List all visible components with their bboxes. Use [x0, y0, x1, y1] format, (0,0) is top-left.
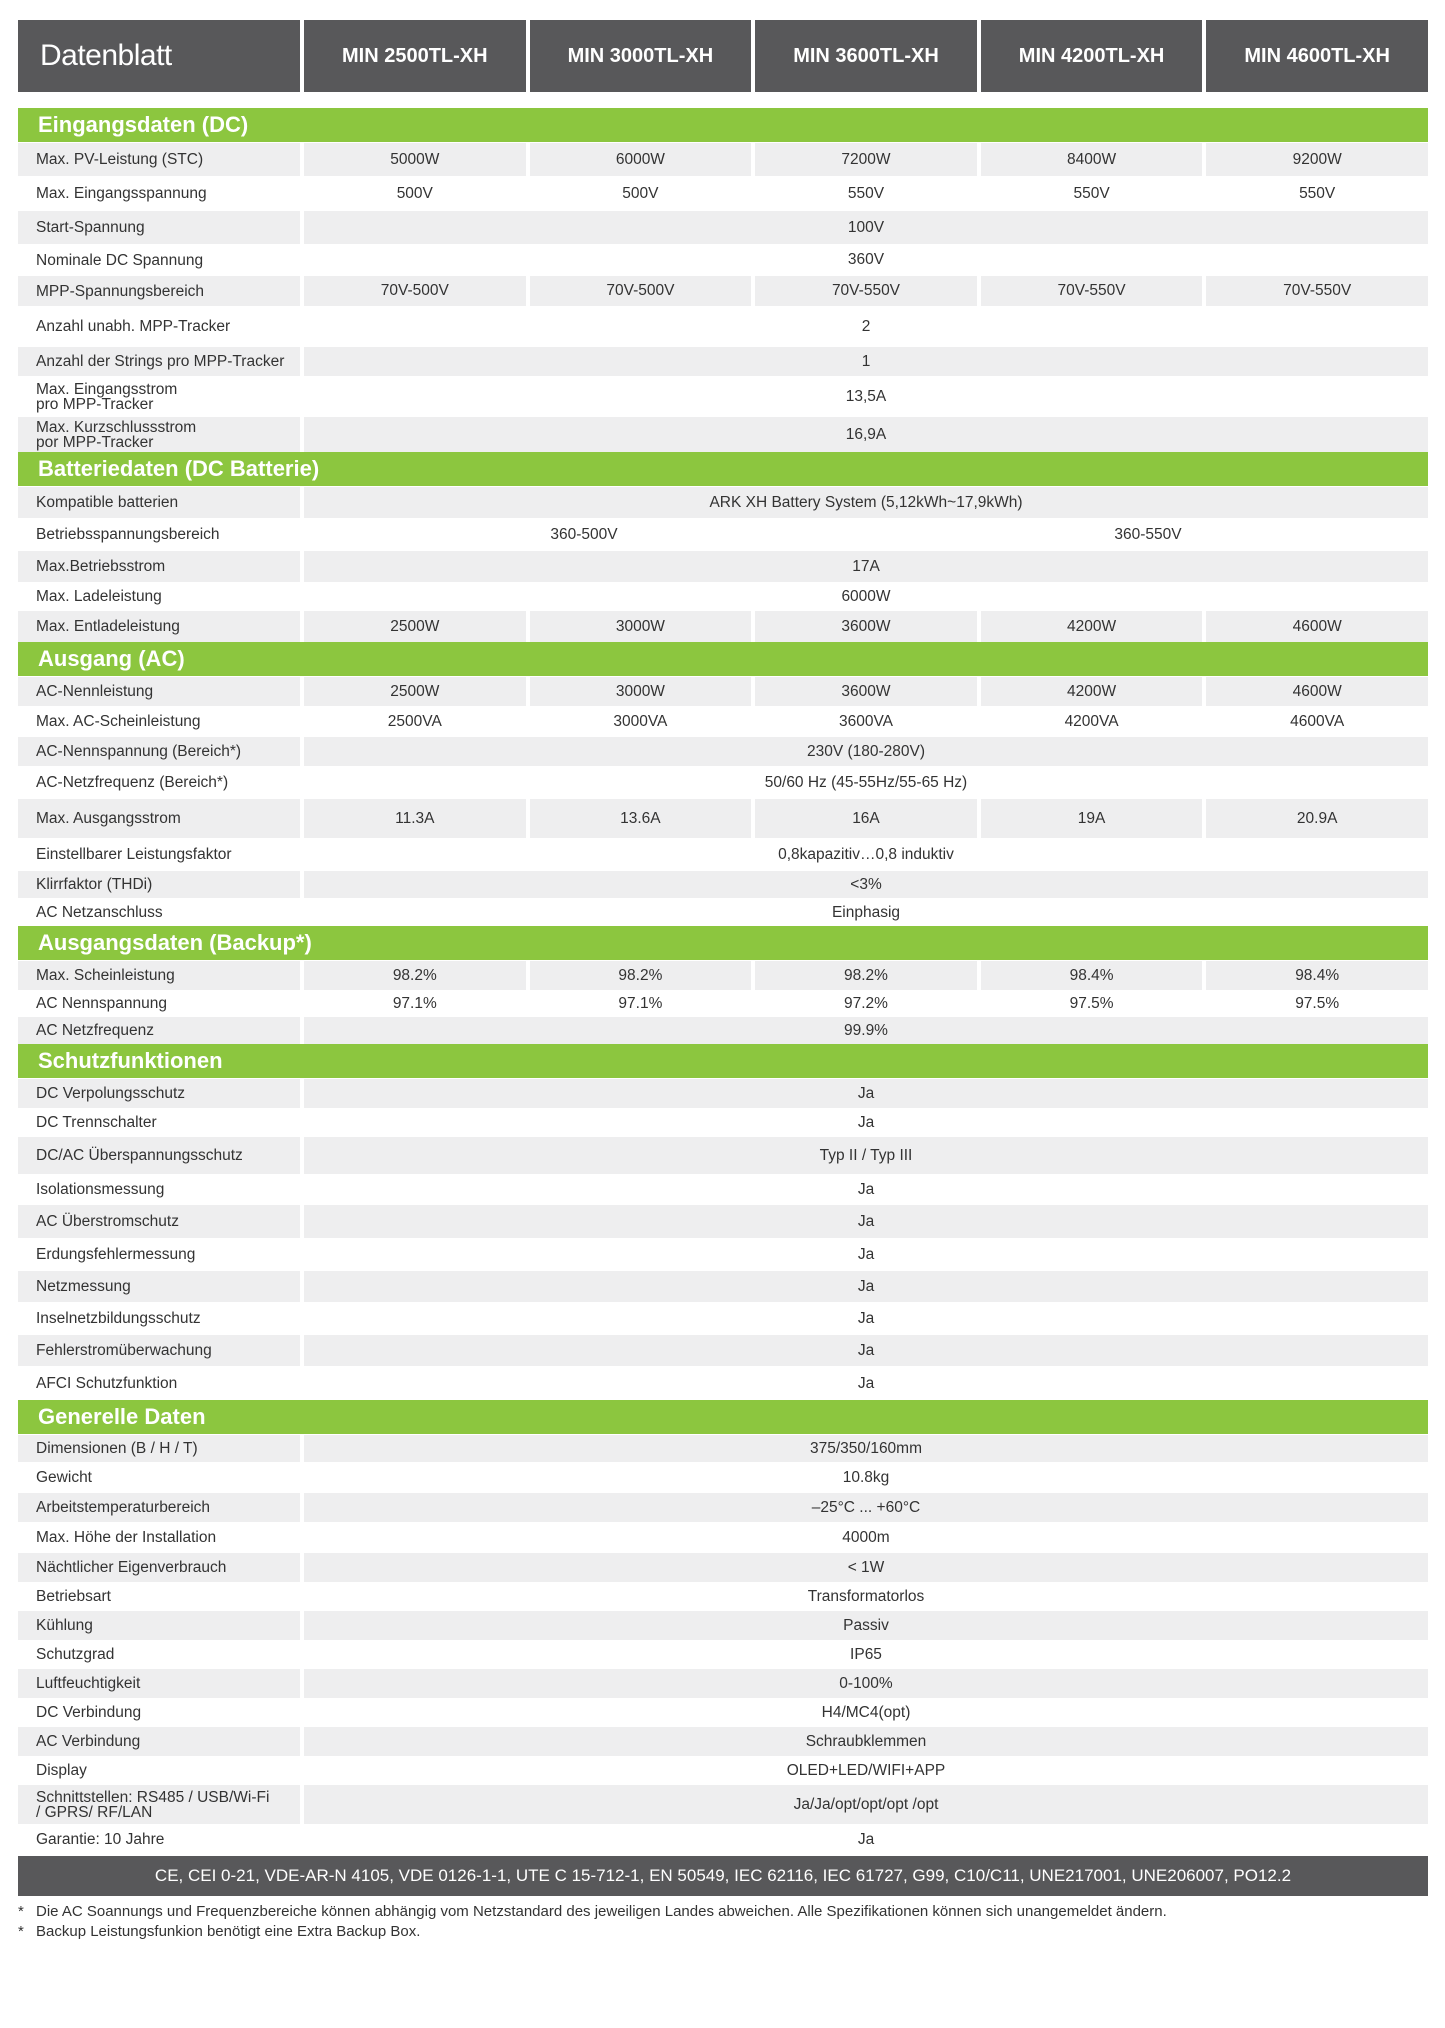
row-values: [300, 991, 1428, 1016]
row-values: [300, 1611, 1428, 1640]
value-cell: 97.5%: [1202, 991, 1428, 1016]
value-cell: 3000W: [526, 677, 752, 706]
table-row: [18, 582, 1428, 610]
row-label: Einstellbarer Leistungsfaktor: [36, 846, 232, 863]
row-values: [300, 347, 1428, 376]
table-row: [18, 706, 1428, 736]
value-cell: 70V-500V: [526, 276, 752, 306]
table-row: [18, 1784, 1428, 1824]
model-header-2: MIN 3000TL-XH: [526, 20, 752, 92]
table-row: [18, 306, 1428, 346]
table-row: [18, 1756, 1428, 1784]
table-row: [18, 1462, 1428, 1492]
row-values: [300, 1271, 1428, 1302]
row-label: AC Verbindung: [36, 1733, 141, 1750]
row-values: [300, 899, 1428, 926]
value-cell: 16A: [751, 799, 977, 838]
value-cell: 19A: [977, 799, 1203, 838]
row-values: [300, 1583, 1428, 1610]
value-cell: Ja: [300, 1079, 1428, 1108]
section-header: Eingangsdaten (DC): [18, 108, 1428, 142]
footnote: * Backup Leistungsfunkion benötigt eine Extra Backup Box.: [18, 1923, 421, 1940]
value-cell: 375/350/160mm: [300, 1435, 1428, 1462]
value-cell: 500V: [300, 177, 526, 210]
row-values: [300, 1017, 1428, 1044]
row-values: [300, 767, 1428, 798]
value-cell: 2500W: [300, 677, 526, 706]
row-label: DC/AC Überspannungsschutz: [36, 1147, 243, 1164]
row-values: [300, 1825, 1428, 1854]
value-cell: 13.6A: [526, 799, 752, 838]
row-label: Start-Spannung: [36, 219, 145, 236]
row-values: [300, 1175, 1428, 1204]
row-label: DC Verbindung: [36, 1704, 142, 1721]
value-cell: 550V: [751, 177, 977, 210]
row-values: [300, 1137, 1428, 1174]
row-label: AC Überstromschutz: [36, 1213, 179, 1230]
value-cell: 10.8kg: [300, 1463, 1428, 1492]
section-header: Schutzfunktionen: [18, 1044, 1428, 1078]
value-cell: 4000m: [300, 1523, 1428, 1552]
datasheet: [18, 20, 1428, 1942]
value-cell: Transformatorlos: [300, 1583, 1428, 1610]
row-label: Nächtlicher Eigenverbrauch: [36, 1559, 227, 1576]
row-values: [300, 1785, 1428, 1824]
row-values: [300, 487, 1428, 518]
row-values: [300, 1435, 1428, 1462]
value-cell: 2500W: [300, 611, 526, 642]
row-label: Betriebsspannungsbereich: [36, 526, 220, 543]
row-label: Luftfeuchtigkeit: [36, 1675, 141, 1692]
row-label: Garantie: 10 Jahre: [36, 1831, 165, 1848]
row-label: Max.Betriebsstrom: [36, 558, 166, 575]
table-row: [18, 1434, 1428, 1462]
table-row: [18, 376, 1428, 416]
value-cell: 360-550V: [864, 519, 1428, 550]
value-cell: 0-100%: [300, 1669, 1428, 1698]
row-label: Max. Höhe der Installation: [36, 1529, 217, 1546]
row-label: Max. Kurzschlussstrom por MPP-Tracker: [36, 418, 197, 451]
value-cell: 98.2%: [526, 961, 752, 990]
table-row: [18, 518, 1428, 550]
row-values: [300, 1699, 1428, 1726]
table-row: [18, 838, 1428, 870]
value-cell: 360-500V: [300, 519, 864, 550]
value-cell: 13,5A: [300, 377, 1428, 416]
value-cell: 2500VA: [300, 707, 526, 736]
row-label: Anzahl unabh. MPP-Tracker: [36, 318, 231, 335]
row-values: [300, 1109, 1428, 1136]
row-label: AFCI Schutzfunktion: [36, 1375, 178, 1392]
row-label: Inselnetzbildungsschutz: [36, 1310, 201, 1327]
table-row: [18, 1334, 1428, 1366]
row-label: Kompatible batterien: [36, 494, 179, 511]
footnotes: [18, 1902, 1428, 1942]
table-row: [18, 416, 1428, 452]
row-label: Anzahl der Strings pro MPP-Tracker: [36, 353, 285, 370]
model-header-3: MIN 3600TL-XH: [751, 20, 977, 92]
value-cell: –25°C ... +60°C: [300, 1493, 1428, 1522]
value-cell: Passiv: [300, 1611, 1428, 1640]
value-cell: 4600W: [1202, 611, 1428, 642]
page-title: Datenblatt: [18, 20, 300, 92]
table-row: [18, 960, 1428, 990]
value-cell: Ja: [300, 1335, 1428, 1366]
value-cell: Ja: [300, 1271, 1428, 1302]
value-cell: 1: [300, 347, 1428, 376]
section-header: Batteriedaten (DC Batterie): [18, 452, 1428, 486]
table-row: [18, 275, 1428, 306]
value-cell: 97.1%: [526, 991, 752, 1016]
row-label: Max. AC-Scheinleistung: [36, 713, 201, 730]
table-row: [18, 1522, 1428, 1552]
row-label: AC Netzanschluss: [36, 904, 163, 921]
section-header: Generelle Daten: [18, 1400, 1428, 1434]
value-cell: 98.2%: [751, 961, 977, 990]
row-values: [300, 143, 1428, 176]
value-cell: 70V-550V: [977, 276, 1203, 306]
table-row: [18, 176, 1428, 210]
value-cell: Schraubklemmen: [300, 1727, 1428, 1756]
row-values: [300, 1463, 1428, 1492]
value-cell: 4200W: [977, 611, 1203, 642]
row-label: AC-Nennleistung: [36, 683, 154, 700]
value-cell: 500V: [526, 177, 752, 210]
value-cell: 99.9%: [300, 1017, 1428, 1044]
row-label: Max. Scheinleistung: [36, 967, 175, 984]
row-label: Schutzgrad: [36, 1646, 115, 1663]
table-row: [18, 1610, 1428, 1640]
value-cell: 97.5%: [977, 991, 1203, 1016]
row-values: [300, 677, 1428, 706]
value-cell: 3000VA: [526, 707, 752, 736]
row-values: [300, 583, 1428, 610]
value-cell: Ja/Ja/opt/opt/opt /opt: [300, 1785, 1428, 1824]
value-cell: 3600W: [751, 677, 977, 706]
value-cell: 8400W: [977, 143, 1203, 176]
table-row: [18, 990, 1428, 1016]
row-values: [300, 871, 1428, 898]
value-cell: Ja: [300, 1109, 1428, 1136]
certifications-bar: CE, CEI 0-21, VDE-AR-N 4105, VDE 0126-1-1, UTE C 15-712-1, EN 50549, IEC 62116, IEC 61727, G99, C10/C11, UNE217001, UNE206007, PO12.2: [18, 1856, 1428, 1896]
table-row: [18, 1136, 1428, 1174]
row-label: AC Netzfrequenz: [36, 1022, 155, 1039]
table-row: [18, 610, 1428, 642]
row-values: [300, 1367, 1428, 1400]
value-cell: 50/60 Hz (45-55Hz/55-65 Hz): [300, 767, 1428, 798]
value-cell: 9200W: [1202, 143, 1428, 176]
table-row: [18, 736, 1428, 766]
row-values: [300, 1641, 1428, 1668]
section-header: Ausgang (AC): [18, 642, 1428, 676]
value-cell: Ja: [300, 1303, 1428, 1334]
row-label: Netzmessung: [36, 1278, 131, 1295]
model-header-4: MIN 4200TL-XH: [977, 20, 1203, 92]
row-label: Max. Eingangsstrom pro MPP-Tracker: [36, 380, 178, 413]
value-cell: 3600W: [751, 611, 977, 642]
value-cell: Ja: [300, 1239, 1428, 1270]
value-cell: Ja: [300, 1367, 1428, 1400]
table-row: [18, 1302, 1428, 1334]
row-label: Nominale DC Spannung: [36, 251, 204, 269]
table-row: [18, 1238, 1428, 1270]
row-label: Arbeitstemperaturbereich: [36, 1499, 211, 1516]
value-cell: 4600W: [1202, 677, 1428, 706]
value-cell: < 1W: [300, 1553, 1428, 1582]
value-cell: ARK XH Battery System (5,12kWh~17,9kWh): [300, 487, 1428, 518]
model-header-5: MIN 4600TL-XH: [1202, 20, 1428, 92]
value-cell: 3600VA: [751, 707, 977, 736]
row-values: [300, 1757, 1428, 1784]
value-cell: Einphasig: [300, 899, 1428, 926]
value-cell: 5000W: [300, 143, 526, 176]
row-label: Max. PV-Leistung (STC): [36, 151, 204, 168]
row-label: Klirrfaktor (THDi): [36, 876, 153, 893]
value-cell: Ja: [300, 1205, 1428, 1238]
row-label: Schnittstellen: RS485 / USB/Wi-Fi / GPRS/ RF/LAN: [36, 1788, 270, 1821]
table-row: [18, 766, 1428, 798]
table-row: [18, 1174, 1428, 1204]
table-row: [18, 346, 1428, 376]
row-label: DC Verpolungsschutz: [36, 1085, 186, 1102]
row-label: Max. Entladeleistung: [36, 618, 180, 635]
table-row: [18, 1668, 1428, 1698]
table-row: [18, 244, 1428, 275]
row-label: Dimensionen (B / H / T): [36, 1440, 198, 1457]
value-cell: 4200VA: [977, 707, 1203, 736]
value-cell: 6000W: [526, 143, 752, 176]
value-cell: 360V: [300, 245, 1428, 275]
row-values: [300, 551, 1428, 582]
value-cell: 97.2%: [751, 991, 977, 1016]
table-row: [18, 142, 1428, 176]
row-label: Betriebsart: [36, 1588, 111, 1605]
table-row: [18, 1108, 1428, 1136]
value-cell: 550V: [1202, 177, 1428, 210]
row-values: [300, 1239, 1428, 1270]
row-values: [300, 519, 1428, 550]
row-values: [300, 961, 1428, 990]
value-cell: 11.3A: [300, 799, 526, 838]
row-label: Isolationsmessung: [36, 1181, 165, 1198]
row-values: [300, 799, 1428, 838]
table-row: [18, 870, 1428, 898]
value-cell: 98.4%: [1202, 961, 1428, 990]
value-cell: IP65: [300, 1641, 1428, 1668]
row-values: [300, 1335, 1428, 1366]
value-cell: 7200W: [751, 143, 977, 176]
table-row: [18, 1698, 1428, 1726]
value-cell: OLED+LED/WIFI+APP: [300, 1757, 1428, 1784]
table-row: [18, 210, 1428, 244]
row-values: [300, 417, 1428, 452]
value-cell: 6000W: [300, 583, 1428, 610]
row-values: [300, 276, 1428, 306]
row-values: [300, 377, 1428, 416]
value-cell: 100V: [300, 211, 1428, 244]
table-row: [18, 1640, 1428, 1668]
table-row: [18, 1726, 1428, 1756]
row-values: [300, 737, 1428, 766]
table-row: [18, 1824, 1428, 1854]
row-values: [300, 211, 1428, 244]
table-row: [18, 1492, 1428, 1522]
section-header: Ausgangsdaten (Backup*): [18, 926, 1428, 960]
row-values: [300, 1553, 1428, 1582]
value-cell: 70V-550V: [1202, 276, 1428, 306]
value-cell: Ja: [300, 1825, 1428, 1854]
table-row: [18, 550, 1428, 582]
table-row: [18, 1366, 1428, 1400]
value-cell: 4200W: [977, 677, 1203, 706]
value-cell: 3000W: [526, 611, 752, 642]
row-label: Kühlung: [36, 1617, 93, 1634]
table-row: [18, 898, 1428, 926]
value-cell: 4600VA: [1202, 707, 1428, 736]
row-label: Fehlerstromüberwachung: [36, 1342, 212, 1359]
table-row: [18, 1016, 1428, 1044]
table-row: [18, 798, 1428, 838]
value-cell: 20.9A: [1202, 799, 1428, 838]
row-label: Max. Eingangsspannung: [36, 185, 207, 202]
row-values: [300, 707, 1428, 736]
table-row: [18, 676, 1428, 706]
spec-sections: [18, 108, 1428, 1854]
value-cell: <3%: [300, 871, 1428, 898]
row-values: [300, 1303, 1428, 1334]
value-cell: 97.1%: [300, 991, 526, 1016]
row-label: AC-Netzfrequenz (Bereich*): [36, 774, 229, 791]
value-cell: 230V (180-280V): [300, 737, 1428, 766]
table-row: [18, 1582, 1428, 1610]
row-label: Display: [36, 1762, 87, 1779]
row-label: Gewicht: [36, 1469, 92, 1486]
row-label: Max. Ladeleistung: [36, 588, 162, 605]
row-values: [300, 307, 1428, 346]
model-header-1: MIN 2500TL-XH: [300, 20, 526, 92]
value-cell: 17A: [300, 551, 1428, 582]
table-row: [18, 1270, 1428, 1302]
value-cell: 98.4%: [977, 961, 1203, 990]
table-row: [18, 1078, 1428, 1108]
row-label: AC-Nennspannung (Bereich*): [36, 743, 242, 760]
value-cell: 0,8kapazitiv…0,8 induktiv: [300, 839, 1428, 870]
value-cell: Ja: [300, 1175, 1428, 1204]
row-label: Max. Ausgangsstrom: [36, 810, 181, 827]
table-row: [18, 486, 1428, 518]
table-row: [18, 1204, 1428, 1238]
value-cell: 550V: [977, 177, 1203, 210]
row-values: [300, 1669, 1428, 1698]
row-values: [300, 1493, 1428, 1522]
row-values: [300, 1523, 1428, 1552]
value-cell: 2: [300, 307, 1428, 346]
table-header: [18, 20, 1428, 92]
row-label: AC Nennspannung: [36, 995, 167, 1012]
row-label: Erdungsfehlermessung: [36, 1246, 196, 1263]
value-cell: 16,9A: [300, 417, 1428, 452]
value-cell: 98.2%: [300, 961, 526, 990]
row-label: DC Trennschalter: [36, 1114, 157, 1131]
table-row: [18, 1552, 1428, 1582]
row-values: [300, 1205, 1428, 1238]
value-cell: 70V-550V: [751, 276, 977, 306]
row-values: [300, 177, 1428, 210]
row-values: [300, 839, 1428, 870]
row-label: MPP-Spannungsbereich: [36, 282, 205, 300]
row-values: [300, 1079, 1428, 1108]
row-values: [300, 1727, 1428, 1756]
footnote: * Die AC Soannungs und Frequenzbereiche können abhängig vom Netzstandard des jeweiligen Landes abweichen. Alle Spezifikationen können sich unangemeldet ändern.: [18, 1903, 1167, 1920]
row-values: [300, 611, 1428, 642]
value-cell: Typ II / Typ III: [300, 1137, 1428, 1174]
row-values: [300, 245, 1428, 275]
value-cell: 70V-500V: [300, 276, 526, 306]
value-cell: H4/MC4(opt): [300, 1699, 1428, 1726]
